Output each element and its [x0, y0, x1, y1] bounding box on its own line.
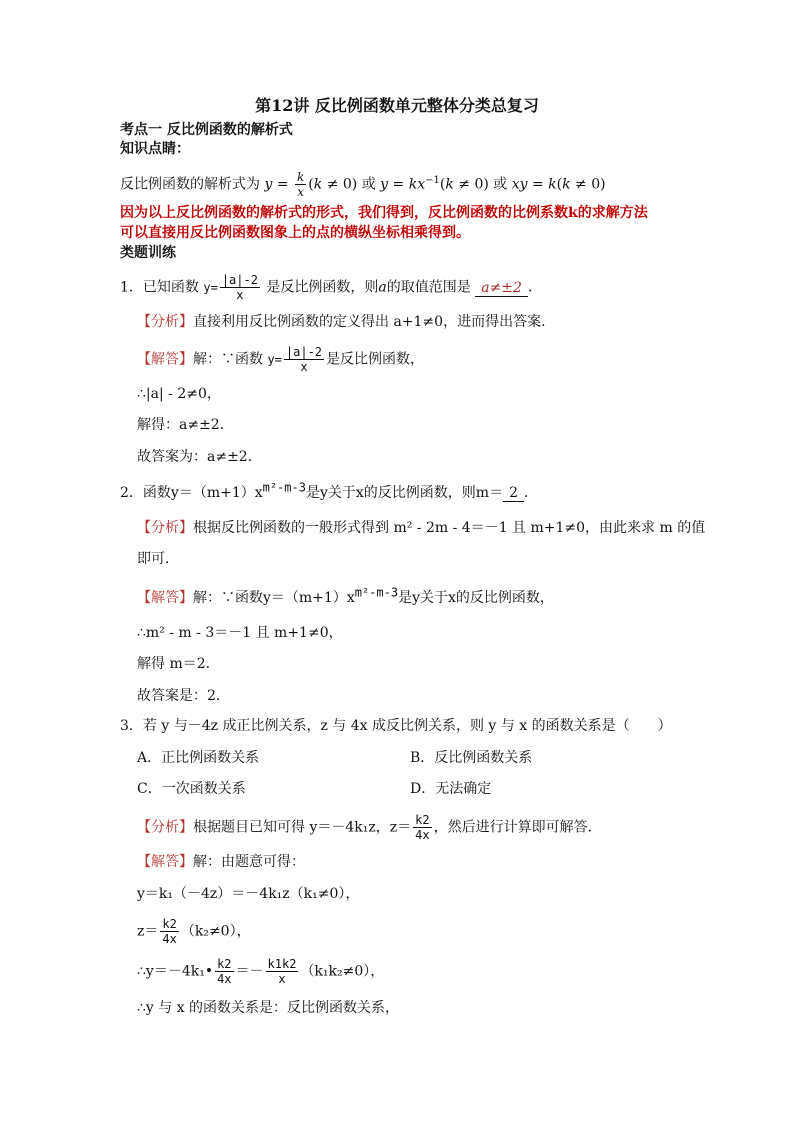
- q3-option-d: D．无法确定: [410, 781, 492, 797]
- q1-answer: a≠±2: [475, 280, 528, 297]
- training-label: 类题训练: [120, 245, 176, 261]
- note-line-2: 可以直接用反比例函数图象上的点的横纵坐标相乘得到。: [120, 225, 470, 241]
- formula-fraction: $\frac{k}{x}$: [297, 170, 305, 199]
- q1-solution-fraction: $\frac{|a|-2}{x}$: [285, 345, 323, 374]
- q1-step1: ∴|a| - 2≠0，: [137, 386, 221, 402]
- q2-step2: 解得 m＝2．: [137, 656, 220, 672]
- q3-stem: 3．若 y 与－4z 成正比例关系，z 与 4x 成反比例关系，则 y 与 x 的函数关系是（ ）: [120, 718, 672, 734]
- q3-step4: ∴y 与 x 的函数关系是：反比例函数关系，: [137, 1000, 400, 1016]
- q2-stem: 2．函数$y=(m+1)x^{m^2-m-3}$是y关于x的反比例函数，则m＝ 2 ．: [120, 480, 538, 501]
- q1-solution: 【解答】解：∵函数 y= $\frac{|a|-2}{x}$ 是反比例函数，: [137, 345, 425, 374]
- knowledge-label: 知识点睛：: [120, 141, 190, 157]
- q3-step2-fraction: $\frac{k2}{4x}$: [162, 917, 177, 946]
- q3-step3-fraction-a: $\frac{k2}{4x}$: [217, 957, 232, 986]
- q3-analysis-fraction: $\frac{k2}{4x}$: [415, 813, 430, 842]
- q1-final: 故答案为：a≠±2．: [137, 449, 262, 465]
- page-title: 第12讲 反比例函数单元整体分类总复习: [255, 96, 539, 115]
- q2-analysis-2: 即可．: [137, 551, 179, 567]
- q3-solution: 【解答】解：由题意可得：: [137, 854, 305, 870]
- q3-option-b: B．反比例函数关系: [410, 750, 533, 766]
- q3-analysis: 【分析】根据题目已知可得 y＝－4k₁z，z＝ $\frac{k2}{4x}$ ，然后进行计算即可解答．: [137, 813, 602, 842]
- q1-suffix: 是反比例函数，则: [266, 279, 379, 296]
- q1-prefix: 1．已知函数: [120, 279, 199, 296]
- q3-option-c: C．一次函数关系: [137, 781, 246, 797]
- formula-line: 反比例函数的解析式为 y = $\frac{k}{x}$ (k ≠ 0) 或 $y = kx^{-1}(k \ne 0)$ 或 xy = k(k ≠ 0): [120, 170, 606, 199]
- q3-step3-fraction-b: $\frac{k1k2}{x}$: [267, 957, 297, 986]
- q1-fraction: $\frac{|a|-2}{x}$: [221, 273, 258, 302]
- q3-step2: z＝ $\frac{k2}{4x}$ （k₂≠0），: [137, 917, 251, 946]
- q3-option-a: A．正比例函数关系: [137, 750, 260, 766]
- q2-analysis-1: 【分析】根据反比例函数的一般形式得到 m² - 2m - 4＝－1 且 m+1≠0，由此来求 m 的值: [137, 520, 706, 536]
- note-line-1: 因为以上反比例函数的解析式的形式，我们得到，反比例函数的比例系数k的求解方法: [120, 205, 648, 221]
- q2-step1: ∴m² - m - 3＝－1 且 m+1≠0，: [137, 625, 343, 641]
- q1-stem: 1．已知函数 y= $\frac{|a|-2}{x}$ 是反比例函数，则a的取值范围是 a≠±2 ．: [120, 273, 542, 302]
- q2-solution: 【解答】解：∵函数$y=(m+1)x^{m^2-m-3}$是y关于x的反比例函数，: [137, 585, 554, 606]
- formula-prefix: 反比例函数的解析式为: [120, 176, 260, 193]
- q1-step2: 解得：a≠±2．: [137, 417, 234, 433]
- q3-step3: ∴y＝－4k₁• $\frac{k2}{4x}$ ＝－ $\frac{k1k2}{x}$ （k₁k₂≠0），: [137, 957, 385, 986]
- section-heading: 考点一 反比例函数的解析式: [120, 122, 293, 138]
- q1-analysis: 【分析】直接利用反比例函数的定义得出 a+1≠0，进而得出答案．: [137, 314, 556, 330]
- q3-step1: y＝k₁（－4z）＝－4k₁z（k₁≠0），: [137, 886, 360, 902]
- q2-answer: 2: [503, 485, 524, 502]
- q2-final: 故答案是：2．: [137, 688, 230, 704]
